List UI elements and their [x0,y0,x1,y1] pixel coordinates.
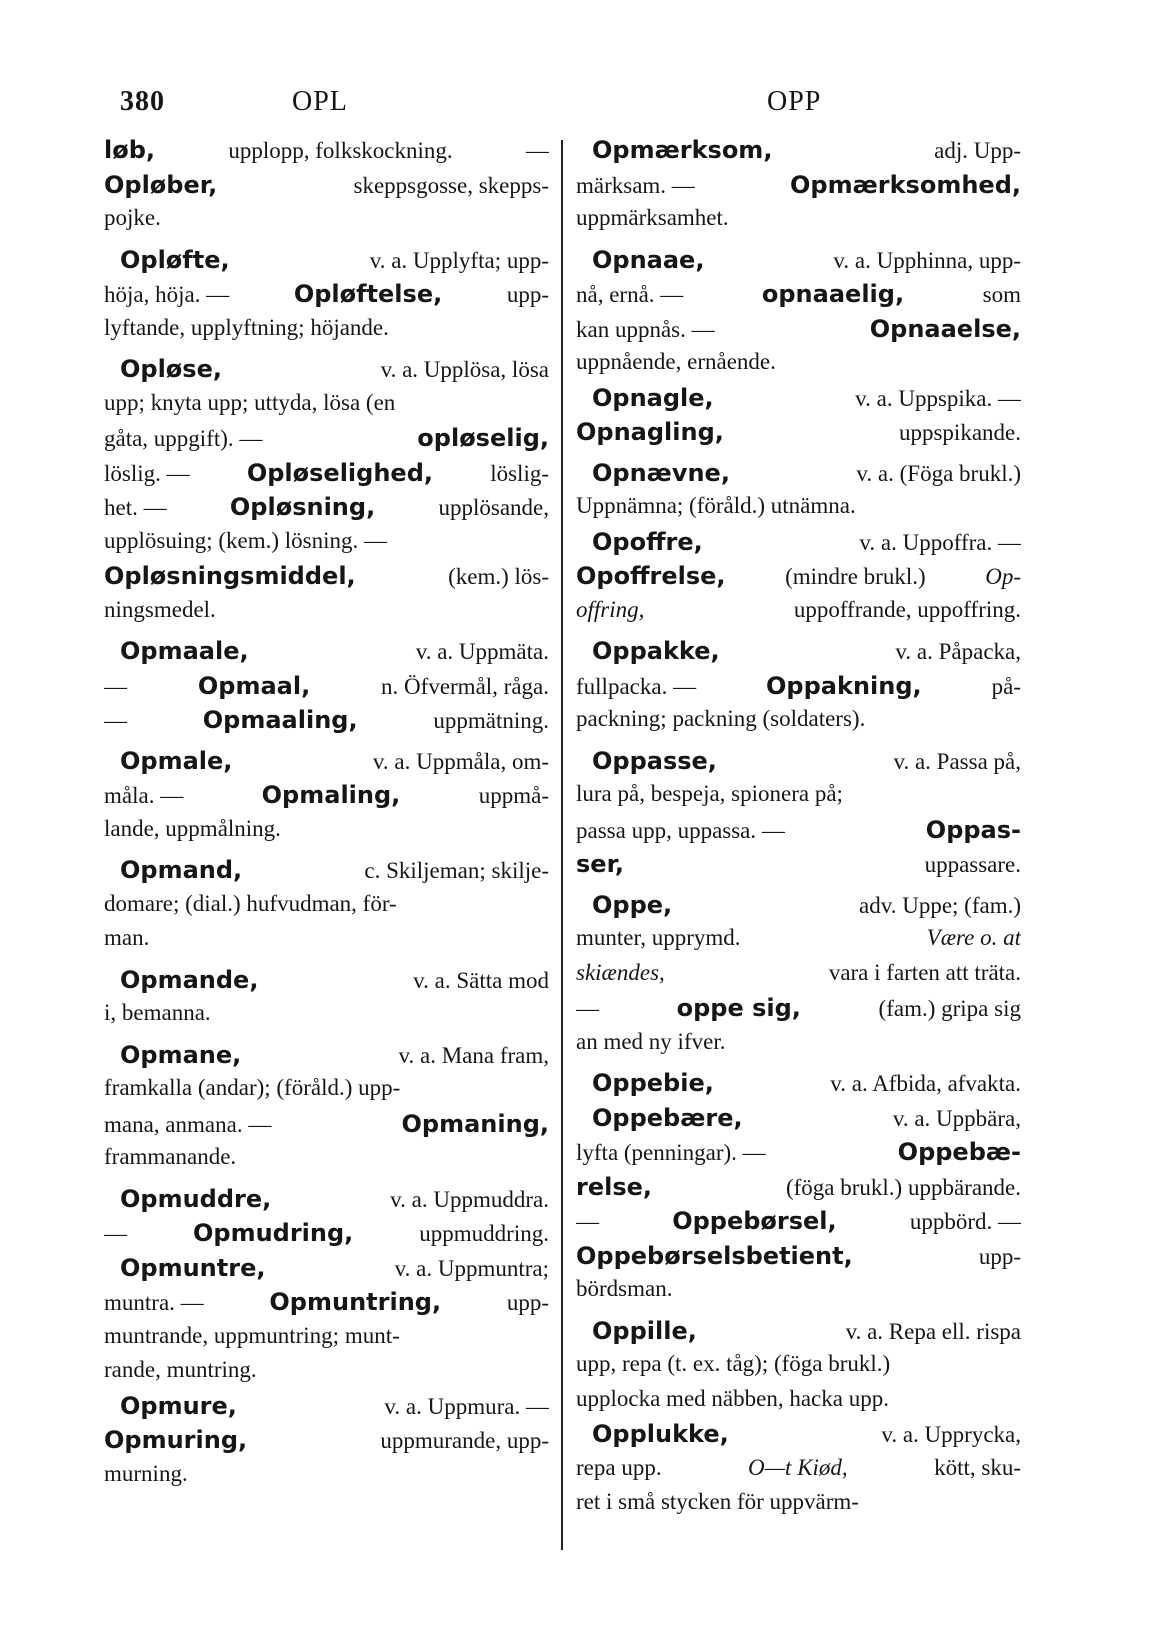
text-line: domare; (dial.) hufvudman, för- [104,890,397,916]
text-line: märksam. — Opmærksomhed, [576,170,1021,199]
entry-headword-line: Oppe, adv. Uppe; (fam.) [592,890,1021,919]
entry-headword-line: Opnagle, v. a. Uppspika. — [592,383,1021,412]
text-line: lyftande, upplyftning; höjande. [104,314,389,340]
entry-headword-line: Oppebære, v. a. Uppbära, [592,1103,1021,1132]
text-line: relse, (föga brukl.) uppbärande. [576,1172,1021,1201]
left-column [104,136,549,1495]
entry-headword-line: Opmuntre, v. a. Uppmuntra; [120,1253,549,1282]
page-header [0,86,1152,126]
entry-headword-line: Opmand, c. Skiljeman; skilje- [120,856,549,884]
guide-word-left: OPL [292,86,348,117]
text-line: man. [104,925,150,950]
entry-headword-line: Opplukke, v. a. Upprycka, [592,1420,1021,1448]
text-line: skiændes, vara i farten att träta. [576,959,1021,985]
entry-headword-line: Opnaae, v. a. Upphinna, upp- [592,245,1021,274]
right-column [576,136,1021,1524]
entry-headword-line: Oppasse, v. a. Passa på, [592,746,1021,775]
text-line: uppnående, ernående. [576,349,776,374]
text-line: rande, muntring. [104,1357,257,1382]
entry-headword-line: Oppille, v. a. Repa ell. rispa [592,1316,1021,1345]
entry-headword-line: Oppakke, v. a. Påpacka, [592,637,1021,665]
text-line: repa upp. O—t Kiød, kött, sku- [576,1454,1021,1480]
text-line: offring, uppoffrande, uppoffring. [576,596,1021,622]
entry-headword-line: Opløfte, v. a. Upplyfta; upp- [120,245,549,274]
text-line: murning. [104,1460,188,1486]
text-line: Opløber, skeppsgosse, skepps- [104,170,549,199]
text-line: fullpacka. — Oppakning, på- [576,671,1021,700]
text-line: upplocka med näbben, hacka upp. [576,1385,889,1411]
guide-word-right: OPP [767,86,822,117]
text-line: ser, uppassare. [576,850,1021,878]
entry-headword-line: Opløse, v. a. Upplösa, lösa [120,355,549,383]
text-line: ningsmedel. [104,596,216,622]
entry-headword-line: Opmaale, v. a. Uppmäta. [120,637,549,665]
text-line: munter, upprymd. Være o. at [576,925,1021,950]
text-line: lura på, bespeja, spionera på; [576,781,843,806]
text-line: pojke. [104,205,161,230]
text-line: muntra. — Opmuntring, upp- [104,1288,549,1316]
text-line: het. — Opløsning, upplösande, [104,493,549,521]
text-line: gåta, uppgift). — opløselig, [104,424,549,452]
text-line: upp, repa (t. ex. tåg); (föga brukl.) [576,1351,891,1376]
text-line: i, bemanna. [104,1000,211,1025]
text-line: løb, upplopp, folkskockning. — [104,136,549,164]
entry-headword-line: Opmane, v. a. Mana fram, [120,1040,549,1069]
text-line: upplösuing; (kem.) lösning. — [104,527,388,553]
entry-headword-line: Opmure, v. a. Uppmura. — [120,1391,549,1420]
text-line: — Opmudring, uppmuddring. [104,1219,549,1247]
text-line: höja, höja. — Opløftelse, upp- [104,280,549,308]
text-line: måla. — Opmaling, uppmå- [104,781,549,809]
text-line: kan uppnås. — Opnaaelse, [576,314,1021,343]
text-line: framkalla (andar); (föråld.) upp- [104,1075,401,1100]
text-line: Oppebørselsbetient, upp- [576,1241,1021,1270]
page-number: 380 [120,86,165,117]
entry-headword-line: Opmuddre, v. a. Uppmuddra. [120,1184,549,1213]
entry-headword-line: Opmande, v. a. Sätta mod [120,965,549,994]
text-line: — Opmaal, n. Öfvermål, råga. [104,671,549,700]
text-line: — Opmaaling, uppmätning. [104,706,549,734]
entry-headword-line: Opmale, v. a. Uppmåla, om- [120,746,549,775]
text-line: lyfta (penningar). — Oppebæ- [576,1138,1021,1166]
text-line: lande, uppmålning. [104,815,281,841]
text-line: Opløsningsmiddel, (kem.) lös- [104,562,549,590]
text-line: passa upp, uppassa. — Oppas- [576,815,1021,844]
text-line: — oppe sig, (fam.) gripa sig [576,994,1021,1022]
text-line: uppmärksamhet. [576,205,729,230]
entry-headword-line: Opmærksom, adj. Upp- [592,136,1021,164]
text-line: Opoffrelse, (mindre brukl.) Op- [576,562,1021,590]
text-line: packning; packning (soldaters). [576,706,866,731]
text-line: löslig. — Opløselighed, löslig- [104,458,549,487]
text-line: muntrande, uppmuntring; munt- [104,1322,400,1348]
text-line: nå, ernå. — opnaaelig, som [576,280,1021,308]
entry-headword-line: Opoffre, v. a. Uppoffra. — [592,527,1021,556]
column-divider [561,140,563,1550]
text-line: upp; knyta upp; uttyda, lösa (en [104,389,396,415]
text-line: Opnagling, uppspikande. [576,418,1021,446]
text-line: Opmuring, uppmurande, upp- [104,1426,549,1454]
text-line: bördsman. [576,1276,673,1301]
text-line: ret i små stycken för uppvärm- [576,1489,859,1514]
text-line: frammanande. [104,1144,237,1169]
text-line: — Oppebørsel, uppbörd. — [576,1207,1021,1235]
text-line: an med ny ifver. [576,1028,726,1054]
text-line: Uppnämna; (föråld.) utnämna. [576,493,856,518]
entry-headword-line: Opnævne, v. a. (Föga brukl.) [592,458,1021,487]
text-line: mana, anmana. — Opmaning, [104,1109,549,1138]
entry-headword-line: Oppebie, v. a. Afbida, afvakta. [592,1069,1021,1097]
